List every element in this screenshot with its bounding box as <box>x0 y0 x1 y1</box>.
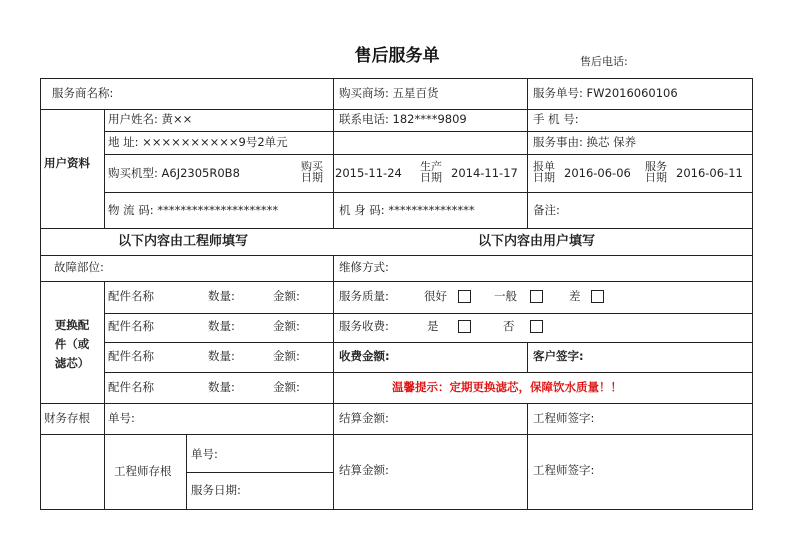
body-code: 机 身 码: *************** <box>339 203 475 217</box>
remark-label: 备注: <box>533 203 560 217</box>
user-address: 地 址: ××××××××××9号2单元 <box>108 135 288 149</box>
engineer-stub-label: 工程师存根 <box>114 464 172 478</box>
quality-bad-label: 差 <box>569 289 581 303</box>
page-title: 售后服务单 <box>354 46 440 66</box>
provider-name-label: 服务商名称: <box>52 86 114 100</box>
part-name-label: 配件名称 <box>108 349 154 363</box>
purchase-date: 2015-11-24 <box>335 166 402 180</box>
quality-good-label: 很好 <box>424 289 447 303</box>
user-info-section-label: 用户资料 <box>44 156 90 170</box>
service-order-no: 服务单号: FW2016060106 <box>533 86 678 100</box>
user-section-header: 以下内容由用户填写 <box>478 234 596 249</box>
quality-normal-checkbox[interactable] <box>530 290 543 303</box>
part-qty-label: 数量: <box>208 289 235 303</box>
engineer-section-header: 以下内容由工程师填写 <box>118 234 249 249</box>
report-date-label: 报单 日期 <box>533 160 555 184</box>
fee-amount-label: 收费金额: <box>339 349 390 363</box>
engineer-settle-amount-label: 结算金额: <box>339 463 389 477</box>
finance-bill-no-label: 单号: <box>108 411 135 425</box>
service-reason: 服务事由: 换芯 保养 <box>533 135 637 149</box>
finance-stub-label: 财务存根 <box>44 411 90 425</box>
service-phone-label: 售后电话: <box>580 55 628 68</box>
part-amount-label: 金额: <box>273 289 300 303</box>
purchase-date-label: 购买 日期 <box>301 160 323 184</box>
logistics-code: 物 流 码: ********************* <box>108 203 279 217</box>
service-charge-label: 服务收费: <box>339 319 389 333</box>
service-date-label: 服务 日期 <box>645 160 667 184</box>
part-qty-label: 数量: <box>208 380 235 394</box>
engineer-signature-label: 工程师签字: <box>533 463 595 477</box>
purchase-mall: 购买商场: 五星百货 <box>339 86 439 100</box>
charge-yes-label: 是 <box>427 319 439 333</box>
mobile-label: 手 机 号: <box>533 112 579 126</box>
contact-phone: 联系电话: 182****9809 <box>339 112 467 126</box>
part-amount-label: 金额: <box>273 380 300 394</box>
part-amount-label: 金额: <box>273 319 300 333</box>
engineer-service-date-label: 服务日期: <box>191 483 241 497</box>
charge-yes-checkbox[interactable] <box>458 320 471 333</box>
quality-bad-checkbox[interactable] <box>591 290 604 303</box>
production-date: 2014-11-17 <box>451 166 518 180</box>
part-name-label: 配件名称 <box>108 319 154 333</box>
production-date-label: 生产 日期 <box>420 160 442 184</box>
quality-good-checkbox[interactable] <box>458 290 471 303</box>
warm-tip-text: 温馨提示：定期更换滤芯，保障饮水质量！！ <box>392 380 622 394</box>
service-quality-label: 服务质量: <box>339 289 389 303</box>
repair-method-label: 维修方式: <box>339 260 389 274</box>
fault-location-label: 故障部位: <box>54 260 104 274</box>
finance-engineer-signature-label: 工程师签字: <box>533 411 595 425</box>
part-qty-label: 数量: <box>208 349 235 363</box>
part-amount-label: 金额: <box>273 349 300 363</box>
engineer-bill-no-label: 单号: <box>191 447 218 461</box>
user-name: 用户姓名: 黄×× <box>108 112 193 126</box>
quality-normal-label: 一般 <box>494 289 517 303</box>
finance-settle-amount-label: 结算金额: <box>339 411 389 425</box>
service-date: 2016-06-11 <box>676 166 743 180</box>
part-name-label: 配件名称 <box>108 289 154 303</box>
charge-no-checkbox[interactable] <box>530 320 543 333</box>
part-qty-label: 数量: <box>208 319 235 333</box>
charge-no-label: 否 <box>503 319 515 333</box>
parts-section-label: 更换配 件（或 滤芯） <box>54 318 90 370</box>
report-date: 2016-06-06 <box>564 166 631 180</box>
purchase-model: 购买机型: A6J2305R0B8 <box>108 166 240 180</box>
customer-signature-label: 客户签字: <box>533 349 584 363</box>
part-name-label: 配件名称 <box>108 380 154 394</box>
